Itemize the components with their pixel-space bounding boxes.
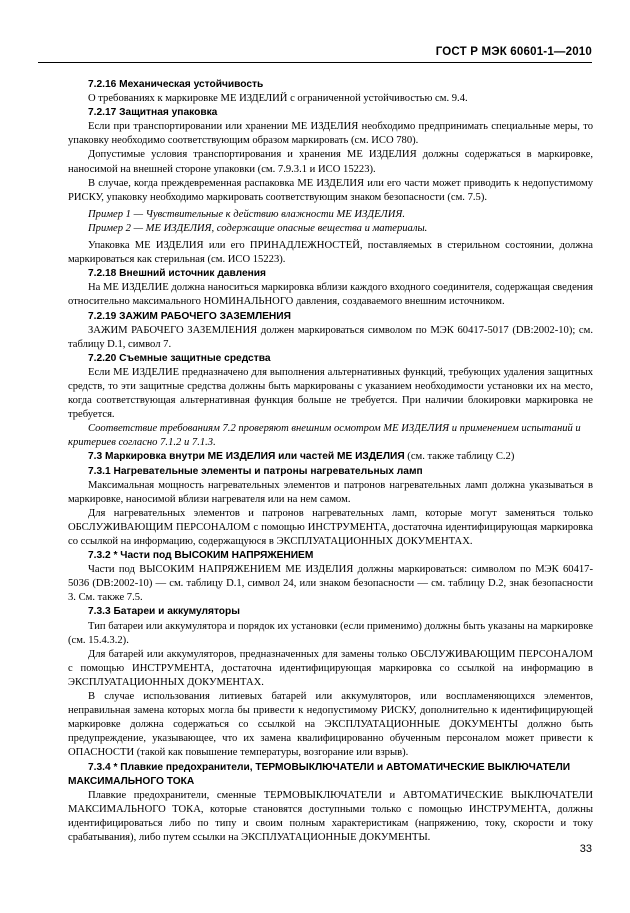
- paragraph-7-2-19-1: ЗАЖИМ РАБОЧЕГО ЗАЗЕМЛЕНИЯ должен маркироваться символом по МЭК 60417-5017 (DB:2002-10); см. таблицу D.1, символ 7.: [68, 324, 593, 350]
- clause-heading-7-3-2: 7.3.2 * Части под ВЫСОКИМ НАПРЯЖЕНИЕМ: [88, 550, 314, 562]
- page-header: ГОСТ Р МЭК 60601-1—2010: [435, 46, 592, 58]
- paragraph-7-2-16-1: О требованиях к маркировке МЕ ИЗДЕЛИЙ с ограниченной устойчивостью см. 9.4.: [88, 93, 468, 105]
- paragraph-7-2-17-3: В случае, когда преждевременная распаковка МЕ ИЗДЕЛИЯ или его части может приводить к недопустимому РИСКУ, упаковку необходимо маркировать соответствующим знаком безопасности (см. 7.5).: [68, 177, 593, 203]
- clause-heading-7-2-17: 7.2.17 Защитная упаковка: [88, 107, 218, 119]
- clause-heading-7-3-4: 7.3.4 * Плавкие предохранители, ТЕРМОВЫКЛЮЧАТЕЛИ и АВТОМАТИЧЕСКИЕ ВЫКЛЮЧАТЕЛИ МАКСИМАЛЬНОГО ТОКА: [68, 761, 571, 787]
- clause-heading-7-2-16: 7.2.16 Механическая устойчивость: [88, 79, 264, 90]
- paragraph-7-2-17-4: Упаковка МЕ ИЗДЕЛИЯ или его ПРИНАДЛЕЖНОСТЕЙ, поставляемых в стерильном состоянии, должна маркироваться как стерильная (см. ИСО 15223).: [68, 240, 593, 266]
- paragraph-7-2-20-1: Если МЕ ИЗДЕЛИЕ предназначено для выполнения альтернативных функций, требующих удаления защитных средств, то эти защитные средства должны быть маркированы с указанием необходимости установки их на место, когда соответствующая альтернативная функция больше не требуется. При наличии блокировки маркировка не требуется.: [68, 366, 593, 421]
- paragraph-7-2-17-2: Допустимые условия транспортирования и хранения МЕ ИЗДЕЛИЯ должны содержаться в маркировке, наносимой на внешней стороне упаковки (см. 7.9.3.1 и ИСО 15223).: [68, 149, 593, 175]
- clause-heading-7-2-18: 7.2.18 Внешний источник давления: [88, 268, 266, 280]
- paragraph-7-2-18-1: На МЕ ИЗДЕЛИЕ должна наноситься маркировка вблизи каждого входного соединителя, содержащая сведения относительно максимального НОМИНАЛЬНОГО давления, создаваемого внешним источником.: [68, 282, 593, 308]
- clause-heading-7-3-text: 7.3 Маркировка внутри МЕ ИЗДЕЛИЯ или частей МЕ ИЗДЕЛИЯ: [88, 451, 405, 463]
- paragraph-7-3-4-1: Плавкие предохранители, сменные ТЕРМОВЫКЛЮЧАТЕЛИ и АВТОМАТИЧЕСКИЕ ВЫКЛЮЧАТЕЛИ МАКСИМАЛЬНОГО ТОКА, которые становятся доступными только с помощью ИНСТРУМЕНТА, должны идентифицироваться либо по типу и своим полным характеристикам (напряжению, току, скорости и току срабатывания), либо путем ссылки на ЭКСПЛУАТАЦИОННЫЕ ДОКУМЕНТЫ.: [68, 789, 593, 843]
- clause-heading-7-3-1: 7.3.1 Нагревательные элементы и патроны нагревательных ламп: [88, 465, 423, 477]
- example-1: Пример 1 — Чувствительные к действию влажности МЕ ИЗДЕЛИЯ.: [88, 208, 405, 220]
- paragraph-7-3-3-2: Для батарей или аккумуляторов, предназначенных для замены только ОБСЛУЖИВАЮЩИМ ПЕРСОНАЛОМ с помощью ИНСТРУМЕНТА, достаточна идентифицирующая маркировка со ссылкой на информацию в ЭКСПЛУАТАЦИОННЫХ ДОКУМЕНТАХ.: [68, 648, 593, 688]
- clause-heading-7-2-20: 7.2.20 Съемные защитные средства: [88, 352, 271, 364]
- paragraph-7-3-2-1: Части под ВЫСОКИМ НАПРЯЖЕНИЕМ МЕ ИЗДЕЛИЯ должны маркироваться: символом по МЭК 60417-5036 (DB:2002-10) — см. таблицу D.1, символ 24, или знаком безопасности — см. таблицу D.2, знак безопасности 3. См. также 7.5.: [68, 564, 593, 604]
- document-body: [68, 78, 593, 845]
- paragraph-7-3-1-1: Максимальная мощность нагревательных элементов и патронов нагревательных ламп должна указываться в маркировке, наносимой вблизи нагревателя или на нем самом.: [68, 479, 593, 505]
- clause-heading-7-3-note: (см. также таблицу С.2): [404, 451, 515, 463]
- conformity-statement-7-2: Соответствие требованиям 7.2 проверяют внешним осмотром МЕ ИЗДЕЛИЯ и применением испытаний и критериев согласно 7.1.2 и 7.1.3.: [68, 423, 581, 449]
- paragraph-7-2-17-1: Если при транспортировании или хранении МЕ ИЗДЕЛИЯ необходимо предпринимать специальные меры, то упаковку необходимо соответствующим образом маркировать (см. ИСО 780).: [68, 121, 593, 147]
- paragraph-7-3-3-1: Тип батареи или аккумулятора и порядок их установки (если применимо) должны быть указаны на маркировке (см. 15.4.3.2).: [68, 620, 593, 646]
- clause-heading-7-3: [68, 450, 593, 464]
- clause-heading-7-2-19: 7.2.19 ЗАЖИМ РАБОЧЕГО ЗАЗЕМЛЕНИЯ: [88, 310, 291, 322]
- clause-heading-7-3-3: 7.3.3 Батареи и аккумуляторы: [88, 606, 240, 618]
- paragraph-7-3-3-3: В случае использования литиевых батарей или аккумуляторов, или воспламеняющихся элементов, неправильная замена которых могла бы привести к недопустимому РИСКУ, дополнительно к идентифицирующей маркировке должна содержаться со ссылкой на ЭКСПЛУАТАЦИОННЫЕ ДОКУМЕНТЫ должно быть предупреждение, указывающее, что их замена квалифицированно обученным персоналом может привести к ОПАСНОСТИ (такой как повышение температуры, возгорание или взрыв).: [68, 691, 593, 759]
- example-2: Пример 2 — МЕ ИЗДЕЛИЯ, содержащие опасные вещества и материалы.: [88, 222, 428, 234]
- header-rule: [38, 62, 592, 63]
- page-number: 33: [579, 843, 592, 855]
- paragraph-7-3-1-2: Для нагревательных элементов и патронов нагревательных ламп, которые могут заменяться только ОБСЛУЖИВАЮЩИМ ПЕРСОНАЛОМ с помощью ИНСТРУМЕНТА, достаточна идентифицирующая маркировка со ссылкой на информацию, содержащуюся в ЭКСПЛУАТАЦИОННЫХ ДОКУМЕНТАХ.: [68, 507, 593, 547]
